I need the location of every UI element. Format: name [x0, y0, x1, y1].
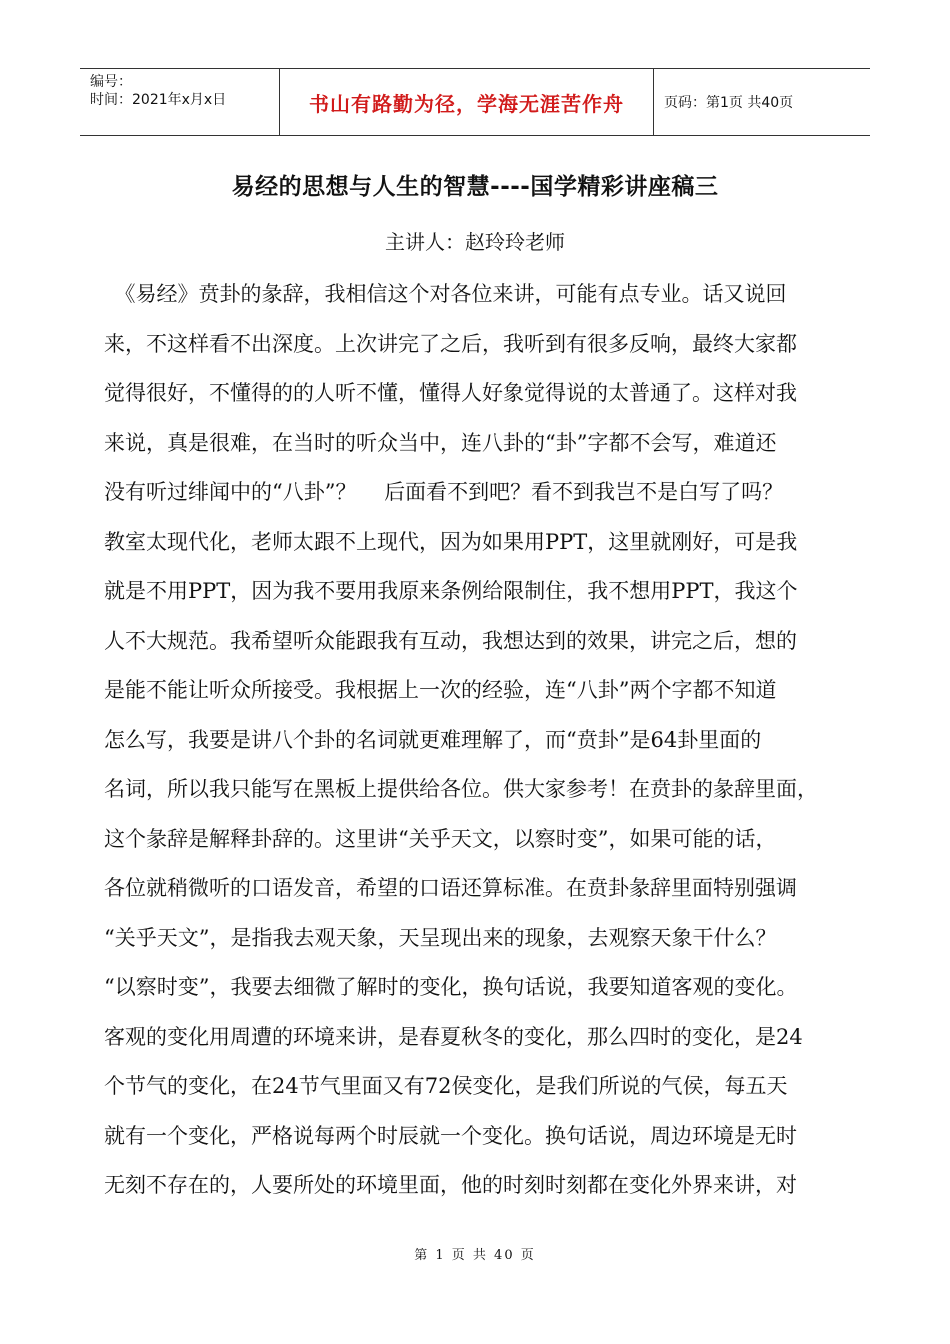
header-meta	[80, 69, 280, 135]
text-line: 教室太现代化，老师太跟不上现代，因为如果用PPT，这里就刚好，可是我	[104, 529, 798, 554]
text-line: 人不大规范。我希望听众能跟我有互动，我想达到的效果，讲完之后，想的	[104, 628, 797, 653]
text-line: 就是不用PPT，因为我不要用我原来条例给限制住，我不想用PPT，我这个	[104, 579, 798, 603]
text-line: “关乎天文”，是指我去观天象，天呈现出来的现象，去观察天象干什么？	[104, 925, 777, 950]
text-line: 觉得很好，不懂得的的人听不懂，懂得人好象觉得说的太普通了。这样对我	[104, 381, 797, 405]
header-page-info: 页码：第1页 共40页	[664, 95, 794, 111]
document-header	[80, 68, 870, 136]
body-text	[104, 270, 874, 1211]
text-line: “以察时变”，我要去细微了解时的变化，换句话说，我要知道客观的变化。	[104, 975, 798, 999]
document-title: 易经的思想与人生的智慧----国学精彩讲座稿三	[231, 174, 719, 200]
speaker-line: 主讲人：赵玲玲老师	[385, 230, 565, 254]
text-line: 无刻不存在的，人要所处的环境里面，他的时刻时刻都在变化外界来讲，对	[104, 1173, 797, 1197]
text-line: 《易经》贲卦的彖辞，我相信这个对各位来讲，可能有点专业。话又说回	[104, 282, 787, 306]
page-footer: 第 1 页 共 40 页	[414, 1248, 536, 1263]
header-motto: 书山有路勤为径，学海无涯苦作舟	[280, 69, 654, 135]
document-number-label: 编号：	[90, 74, 132, 90]
text-line: 就有一个变化，严格说每两个时辰就一个变化。换句话说，周边环境是无时	[104, 1123, 797, 1148]
text-line: 没有听过绯闻中的“八卦”？ 后面看不到吧？看不到我岂不是白写了吗？	[104, 480, 784, 504]
text-line: 来，不这样看不出深度。上次讲完了之后，我听到有很多反响，最终大家都	[104, 331, 797, 356]
text-line: 客观的变化用周遭的环境来讲，是春夏秋冬的变化，那么四时的变化，是24	[104, 1024, 803, 1049]
text-line: 来说，真是很难，在当时的听众当中，连八卦的“卦”字都不会写，难道还	[104, 430, 777, 455]
text-line: 怎么写，我要是讲八个卦的名词就更难理解了，而“贲卦”是64卦里面的	[104, 727, 762, 752]
text-line: 是能不能让听众所接受。我根据上一次的经验，连“八卦”两个字都不知道	[104, 678, 777, 702]
document-time-label: 时间：2021年x月x日	[90, 92, 227, 108]
text-line: 个节气的变化，在24节气里面又有72侯变化，是我们所说的气侯，每五天	[104, 1074, 788, 1098]
text-line: 各位就稍微听的口语发音，希望的口语还算标准。在贲卦彖辞里面特别强调	[104, 876, 797, 900]
text-line: 名词，所以我只能写在黑板上提供给各位。供大家参考！在贲卦的彖辞里面，	[104, 777, 818, 801]
text-line: 这个彖辞是解释卦辞的。这里讲“关乎天文，以察时变”，如果可能的话，	[104, 826, 777, 851]
